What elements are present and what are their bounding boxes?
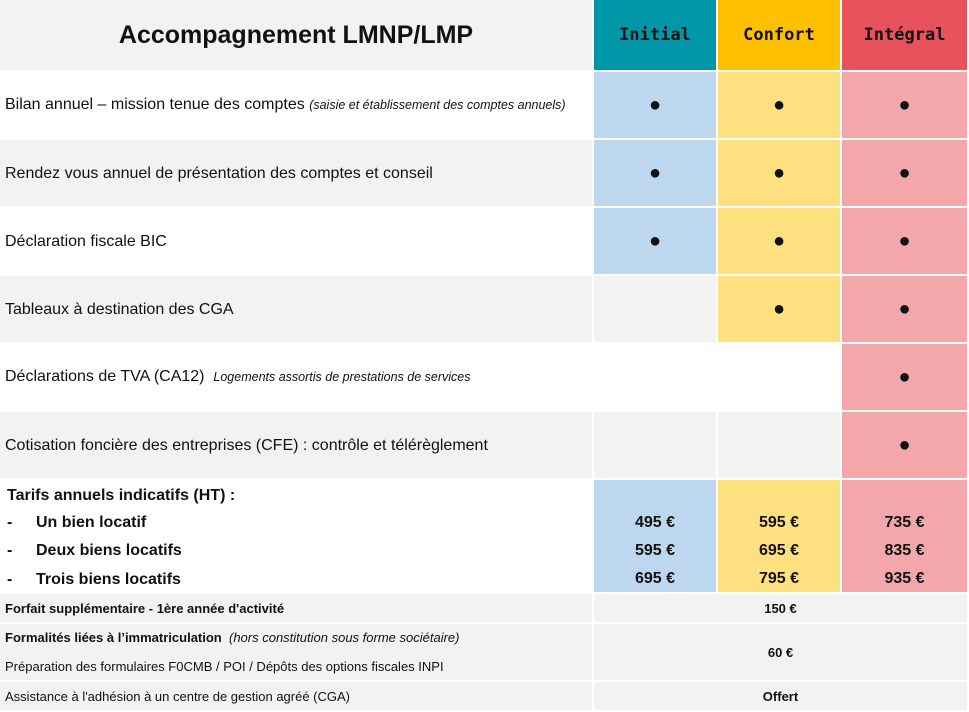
- formalites-sub: Préparation des formulaires F0CMB / POI / Dépôts des options fiscales INPI: [5, 659, 444, 674]
- feature-check-integral: ●: [842, 72, 967, 138]
- feature-label: [0, 276, 592, 342]
- tariff-bullet: -: [7, 571, 13, 588]
- feature-label: [0, 72, 592, 138]
- price-integral: 935 €: [884, 570, 925, 587]
- feature-check-integral: ●: [842, 140, 967, 206]
- feature-note: (saisie et établissement des comptes annuels): [309, 98, 566, 112]
- price-confort: 595 €: [758, 514, 800, 531]
- plan-header-integral: Intégral: [842, 0, 967, 70]
- forfait-label: Forfait supplémentaire - 1ère année d'activité: [0, 594, 592, 622]
- feature-note: Logements assortis de prestations de services: [213, 370, 471, 384]
- feature-title: Bilan annuel – mission tenue des comptes: [5, 96, 305, 113]
- tariff-label: Deux biens locatifs: [36, 542, 182, 559]
- formalites-price: 60 €: [594, 624, 967, 680]
- feature-title: Déclaration fiscale BIC: [5, 232, 167, 250]
- feature-check-integral: ●: [842, 344, 967, 410]
- plan-header-initial: Initial: [594, 0, 716, 70]
- feature-title: Tableaux à destination des CGA: [5, 300, 234, 318]
- feature-check-integral: ●: [842, 276, 967, 342]
- feature-check-integral: ●: [842, 208, 967, 274]
- price-integral: 835 €: [884, 542, 925, 559]
- price-initial: 695 €: [634, 570, 676, 587]
- feature-check-confort: ●: [718, 140, 840, 206]
- feature-check-confort: [718, 412, 840, 478]
- feature-check-confort: ●: [718, 72, 840, 138]
- price-initial: 495 €: [634, 514, 676, 531]
- price-integral: 735 €: [884, 514, 925, 531]
- feature-label: [0, 208, 592, 274]
- tariffs-heading: Tarifs annuels indicatifs (HT) :: [7, 487, 236, 504]
- feature-label: [0, 140, 592, 206]
- price-initial: 595 €: [634, 542, 676, 559]
- feature-check-initial: ●: [594, 72, 716, 138]
- plan-header-confort: Confort: [718, 0, 840, 70]
- formalites-note: (hors constitution sous forme sociétaire): [228, 630, 460, 645]
- feature-check-initial: ●: [594, 208, 716, 274]
- price-confort: 695 €: [758, 542, 800, 559]
- assistance-price: Offert: [594, 682, 967, 710]
- feature-check-confort: ●: [718, 208, 840, 274]
- feature-check-initial: [594, 412, 716, 478]
- feature-title: Déclarations de TVA (CA12): [5, 368, 205, 385]
- forfait-price: 150 €: [594, 594, 967, 622]
- tariff-label: Un bien locatif: [36, 514, 147, 531]
- tariff-bullet: -: [7, 514, 13, 531]
- price-confort: 795 €: [758, 570, 800, 587]
- feature-check-confort: ●: [718, 276, 840, 342]
- feature-check-initial: [594, 276, 716, 342]
- tariff-bullet: -: [7, 542, 13, 559]
- feature-title: Rendez vous annuel de présentation des comptes et conseil: [5, 164, 433, 182]
- assistance-label: Assistance à l'adhésion à un centre de gestion agréé (CGA): [0, 682, 592, 710]
- feature-check-initial: ●: [594, 140, 716, 206]
- tariff-label: Trois biens locatifs: [36, 571, 181, 588]
- formalites-block: [0, 624, 592, 680]
- feature-label: [0, 344, 840, 410]
- formalites-label: Formalités liées à l’immatriculation: [5, 630, 222, 645]
- feature-label: [0, 412, 592, 478]
- feature-title: Cotisation foncière des entreprises (CFE) : contrôle et télérèglement: [5, 436, 488, 454]
- table-title: Accompagnement LMNP/LMP: [0, 0, 592, 70]
- feature-check-integral: ●: [842, 412, 967, 478]
